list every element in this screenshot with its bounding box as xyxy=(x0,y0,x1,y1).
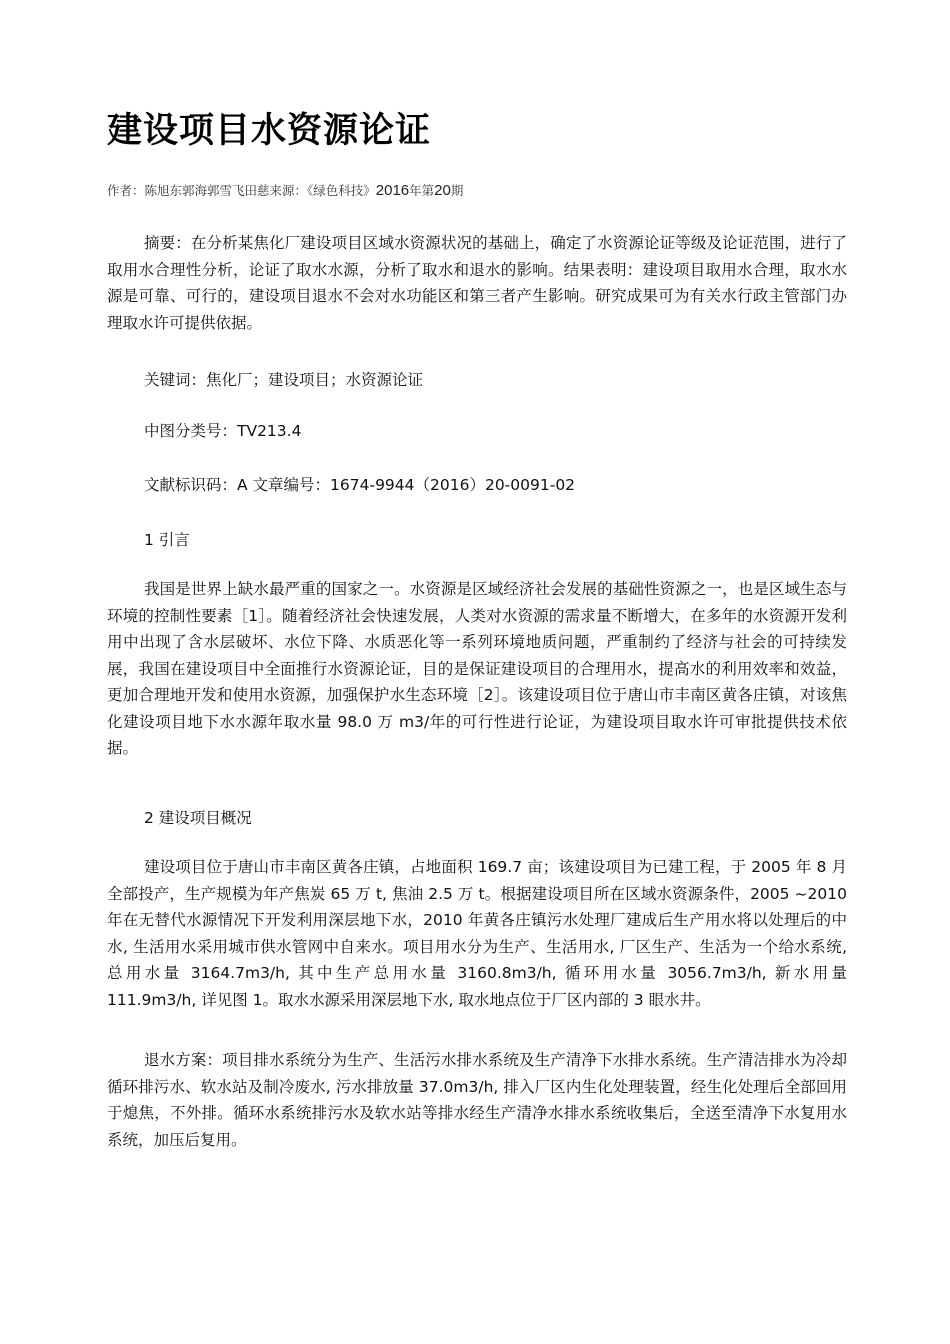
introduction-paragraph: 我国是世界上缺水最严重的国家之一。水资源是区域经济社会发展的基础性资源之一，也是区域生态与环境的控制性要素［1］。随着经济社会快速发展，人类对水资源的需求量不断增大，在多年的水资源开发利用中出现了含水层破坏、水位下降、水质恶化等一系列环境地质问题，严重制约了经济与社会的可持续发展，我国在建设项目中全面推行水资源论证，目的是保证建设项目的合理用水，提高水的利用效率和效益，更加合理地开发和使用水资源，加强保护水生态环境［2］。该建设项目位于唐山市丰南区黄各庄镇，对该焦化建设项目地下水水源年取水量 98.0 万 m3/年的可行性进行论证，为建设项目取水许可审批提供技术依据。 xyxy=(107,580,847,757)
abstract-paragraph: 摘要：在分析某焦化厂建设项目区域水资源状况的基础上，确定了水资源论证等级及论证范围，进行了取用水合理性分析，论证了取水水源，分析了取水和退水的影响。结果表明：建设项目取用水合理，取水水源是可靠、可行的，建设项目退水不会对水功能区和第三者产生影响。研究成果可为有关水行政主管部门办理取水许可提供依据。 xyxy=(107,234,847,332)
drainage-paragraph: 退水方案：项目排水系统分为生产、生活污水排水系统及生产清净下水排水系统。生产清洁排水为冷却循环排污水、软水站及制冷废水, 污水排放量 37.0m3/h, 排入厂区内生化处理装置，经生化处理后全部回用于熄焦，不外排。循环水系统排污水及软水站等排水经生产清净水排水系统收集后，全送至清净下水复用水系统，加压后复用。 xyxy=(107,1051,847,1149)
meta-year: 2016 xyxy=(375,182,410,199)
keywords-line: 关键词：焦化厂；建设项目；水资源论证 xyxy=(144,371,424,389)
meta-authors-source: 作者：陈旭东郭海郭雪飞田慈来源：《绿色科技》 xyxy=(107,183,376,198)
document-id-line: 文献标识码：A 文章编号：1674-9944（2016）20-0091-02 xyxy=(144,476,576,494)
section-heading-introduction: 1 引言 xyxy=(144,531,190,549)
section-heading-overview: 2 建设项目概况 xyxy=(144,809,252,827)
clc-line: 中图分类号：TV213.4 xyxy=(144,422,302,440)
article-title: 建设项目水资源论证 xyxy=(107,111,432,151)
article-meta xyxy=(107,180,463,202)
overview-paragraph: 建设项目位于唐山市丰南区黄各庄镇，占地面积 169.7 亩；该建设项目为已建工程，于 2005 年 8 月全部投产，生产规模为年产焦炭 65 万 t, 焦油 2.5 万 t。根据建设项目所在区域水资源条件，2005 ~2010 年在无替代水源情况下开发利用深层地下水，2010 年黄各庄镇污水处理厂建成后生产用水将以处理后的中水, 生活用水采用城市供水管网中自来水。项目用水分为生产、生活用水, 厂区生产、生活为一个给水系统, 总用水量 3164.7m3/h, 其中生产总用水量 3160.8m3/h, 循环用水量 3056.7m3/h, 新水用量 111.9m3/h, 详见图 1。取水水源采用深层地下水, 取水地点位于厂区内部的 3 眼水井。 xyxy=(107,858,847,1009)
meta-issue-label: 年第 xyxy=(409,183,435,198)
meta-issue-number: 20 xyxy=(434,182,451,199)
meta-issue-suffix: 期 xyxy=(450,183,464,198)
